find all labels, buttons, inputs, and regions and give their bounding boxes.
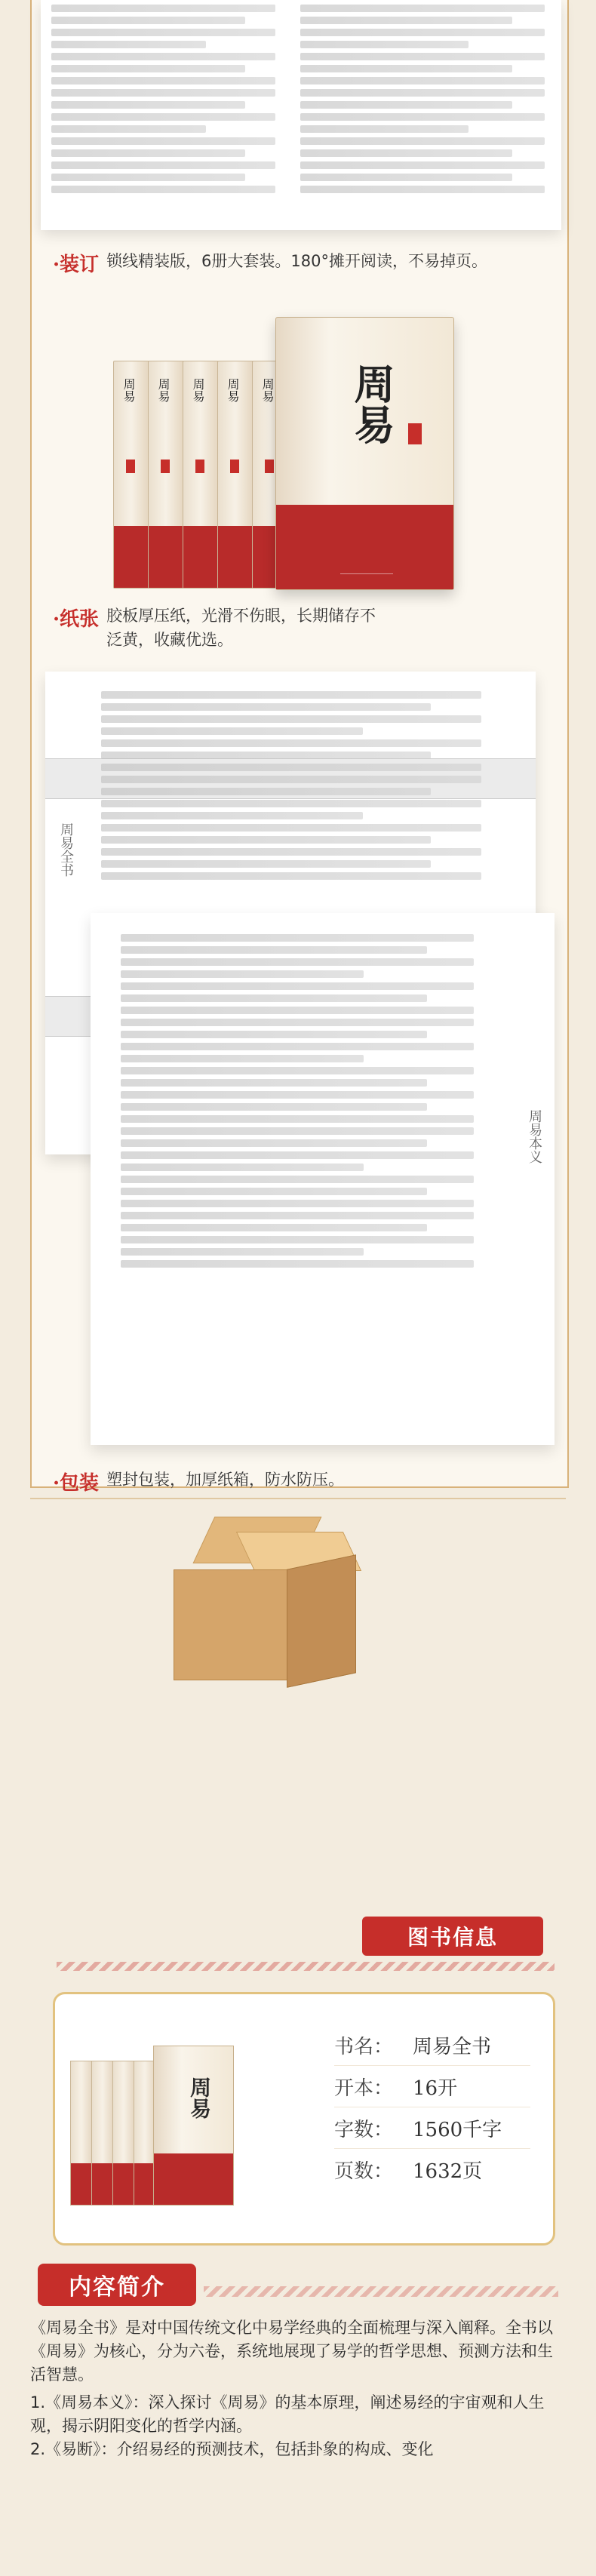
- book-info-underline: [57, 1962, 555, 1971]
- book-info-title: 图书信息: [362, 1917, 543, 1956]
- books-set-image: 周易 周易 周易 周易 周易 周易: [113, 302, 453, 589]
- feature-title: ·纸张: [53, 608, 100, 631]
- feature-paper: [53, 604, 378, 652]
- feature-title: ·装订: [53, 254, 100, 276]
- spread-left-page: [41, 0, 290, 230]
- open-book-spread: [41, 0, 561, 230]
- main-book-cover: [275, 317, 454, 590]
- feature-title: ·包装: [53, 1472, 100, 1495]
- book-info-row: 页数： 1632页: [334, 2159, 483, 2183]
- main-book-title: 周易: [348, 363, 396, 444]
- content-intro-text: [30, 2316, 566, 2461]
- section-divider: [30, 1498, 566, 1499]
- feature-packaging: [53, 1468, 344, 1495]
- spread-right-page: [290, 0, 561, 230]
- book-info-list: [334, 2024, 530, 2190]
- content-intro-title: 内容简介: [38, 2264, 196, 2306]
- content-intro-underline: [204, 2286, 558, 2297]
- book-info-row: 书名： 周易全书: [334, 2024, 530, 2066]
- shipping-box-image: [174, 1517, 355, 1679]
- feature-binding: [53, 249, 487, 277]
- content-item: 2.《易断》：介绍易经的预测技术，包括卦象的构成、变化: [30, 2440, 434, 2458]
- book-info-card: [53, 1992, 555, 2246]
- book-info-row: 字数： 1560千字: [334, 2107, 530, 2149]
- feature-desc: 胶板厚压纸，光滑不伤眼，长期储存不泛黄，收藏优选。: [106, 607, 376, 649]
- side-label-left: 周易全书: [58, 822, 74, 877]
- feature-desc: 锁线精装版，6册大套装。180°摊开阅读，不易掉页。: [106, 252, 488, 270]
- book-thumbnail-image: 周易: [70, 2040, 251, 2206]
- content-intro-paragraph: 《周易全书》是对中国传统文化中易学经典的全面梳理与深入阐释。全书以《周易》为核心，分为六卷，系统地展现了易学的哲学思想、预测方法和生活智慧。: [30, 2319, 553, 2384]
- side-label-right: 周易本义: [527, 1109, 542, 1164]
- red-stamp-icon: [408, 423, 422, 444]
- content-item: 1.《周易本义》：深入探讨《周易》的基本原理，阐述易经的宇宙观和人生观，揭示阴阳变化的哲学内涵。: [30, 2393, 545, 2435]
- inner-page-mock-right: [91, 913, 555, 1445]
- feature-desc: 塑封包装，加厚纸箱，防水防压。: [106, 1471, 345, 1489]
- book-info-row: 开本： 16开: [334, 2066, 530, 2107]
